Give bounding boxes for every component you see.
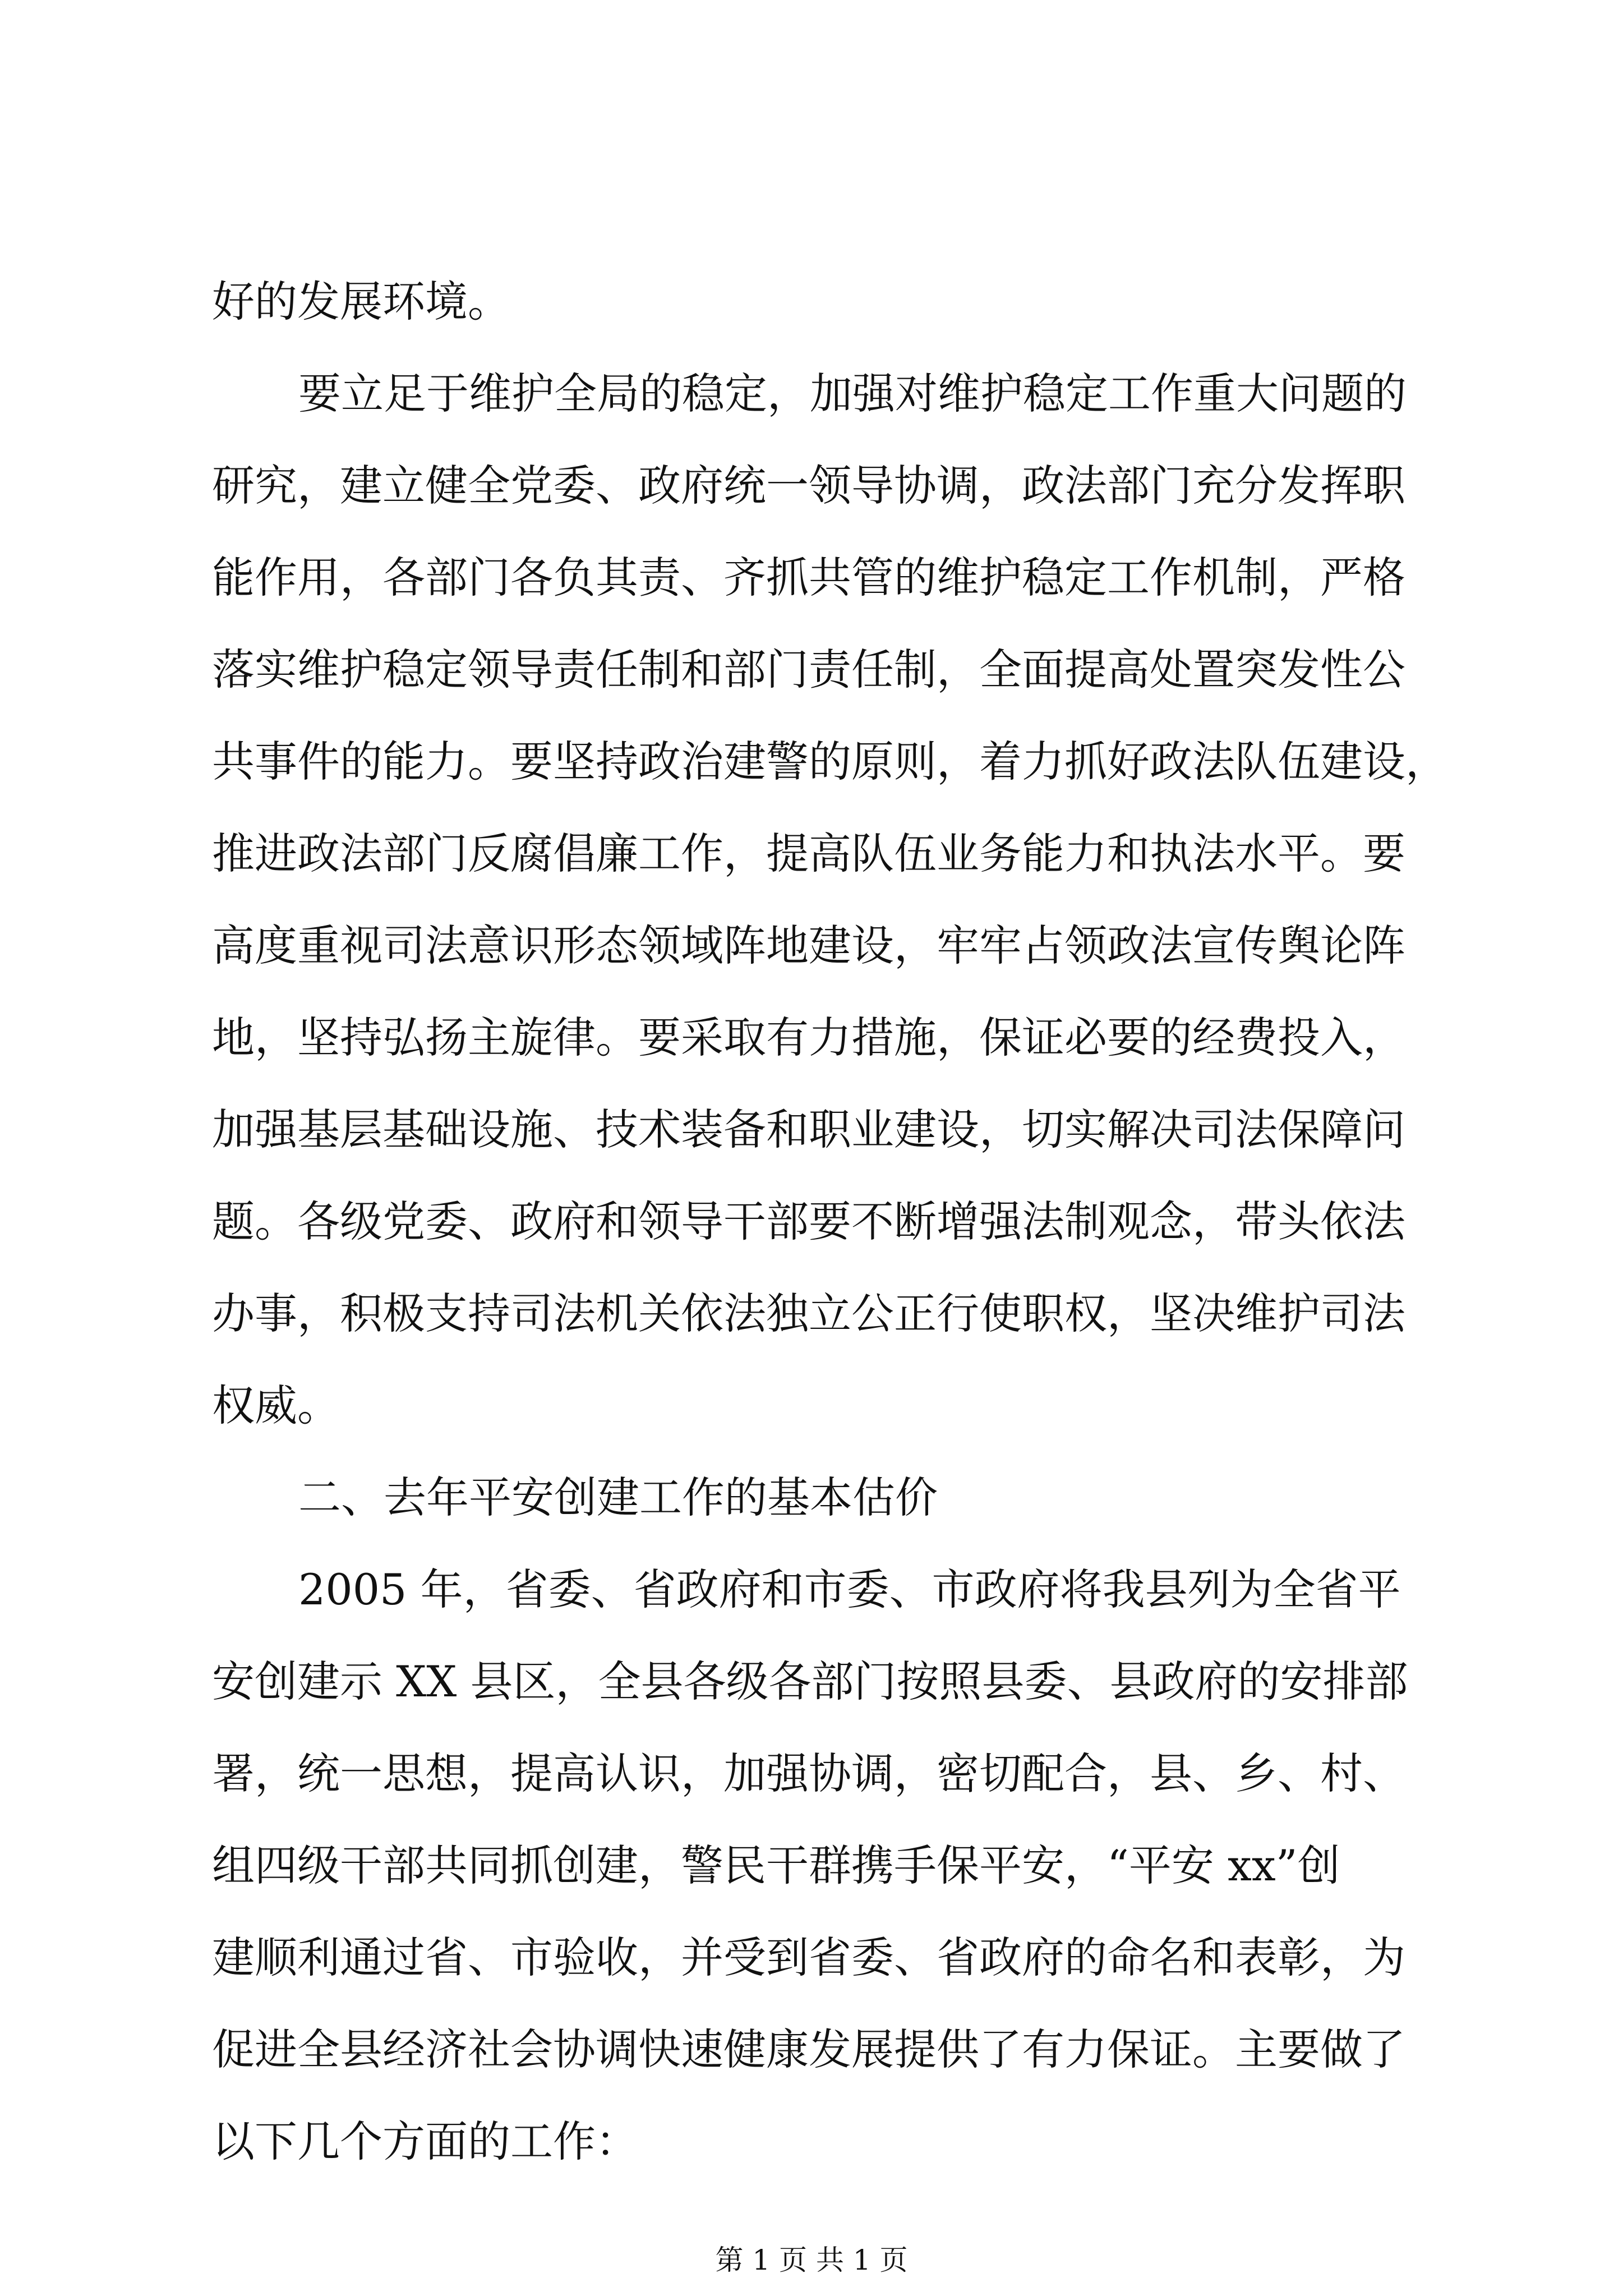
section-heading: 二、去年平安创建工作的基本估价: [298, 1473, 938, 1522]
text-line: 加强基层基础设施、技术装备和职业建设，切实解决司法保障问: [212, 1105, 1405, 1154]
text-line: 地，坚持弘扬主旋律。要采取有力措施，保证必要的经费投入，: [212, 1013, 1405, 1062]
text-line: 促进全县经济社会协调快速健康发展提供了有力保证。主要做了: [212, 2024, 1405, 2074]
text-line: 共事件的能力。要坚持政治建警的原则，着力抓好政法队伍建设，: [212, 737, 1448, 786]
text-line: 组四级干部共同抓创建，警民干群携手保平安，“平安 xx”创: [212, 1841, 1340, 1890]
text-line: 安创建示 XX 县区，全县各级各部门按照县委、县政府的安排部: [212, 1657, 1408, 1706]
text-line: 好的发展环境。: [212, 277, 510, 326]
paragraph-first-line: 2005 年，省委、省政府和市委、市政府将我县列为全省平: [298, 1565, 1401, 1614]
paragraph-first-line: 要立足于维护全局的稳定，加强对维护稳定工作重大问题的: [298, 369, 1407, 418]
text-line: 落实维护稳定领导责任制和部门责任制，全面提高处置突发性公: [212, 645, 1405, 694]
text-line: 能作用，各部门各负其责、齐抓共管的维护稳定工作机制，严格: [212, 553, 1405, 602]
text-line: 办事，积极支持司法机关依法独立公正行使职权，坚决维护司法: [212, 1289, 1405, 1338]
text-line: 题。各级党委、政府和领导干部要不断增强法制观念，带头依法: [212, 1197, 1405, 1246]
text-line: 建顺利通过省、市验收，并受到省委、省政府的命名和表彰，为: [212, 1932, 1405, 1982]
text-line: 权威。: [212, 1381, 340, 1430]
text-line: 推进政法部门反腐倡廉工作，提高队伍业务能力和执法水平。要: [212, 829, 1405, 878]
text-line: 署，统一思想，提高认识，加强协调，密切配合，县、乡、村、: [212, 1749, 1405, 1798]
text-line: 研究，建立健全党委、政府统一领导协调，政法部门充分发挥职: [212, 461, 1405, 510]
text-line: 高度重视司法意识形态领域阵地建设，牢牢占领政法宣传舆论阵: [212, 921, 1405, 970]
text-line: 以下几个方面的工作：: [212, 2116, 638, 2166]
page-footer: 第 1 页 共 1 页: [715, 2244, 908, 2276]
